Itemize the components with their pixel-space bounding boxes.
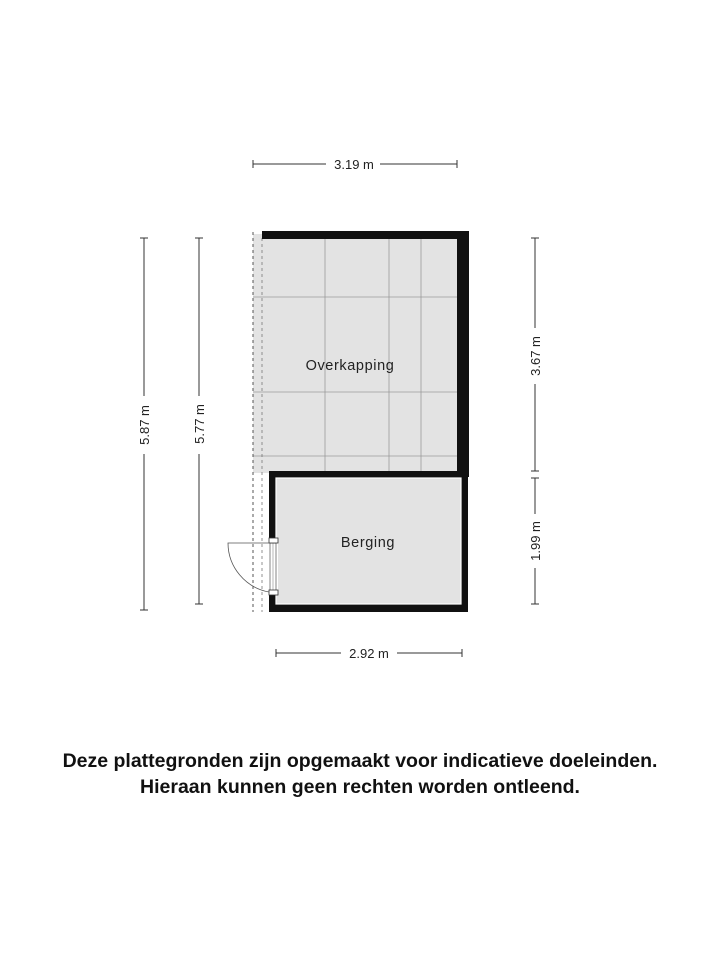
dimension-label-top-width: 3.19 m	[334, 157, 374, 172]
disclaimer-line-1: Deze plattegronden zijn opgemaakt voor indicatieve doeleinden.	[62, 750, 658, 772]
disclaimer	[0, 748, 720, 800]
dimension-label-left-inner-height: 5.77 m	[192, 404, 207, 444]
dimension-label-right-lower-height: 1.99 m	[528, 521, 543, 561]
overkapping-floor	[253, 234, 461, 473]
overkapping-top-wall	[262, 231, 469, 239]
door-swing-arc	[228, 543, 269, 592]
dimension-label-left-outer-height: 5.87 m	[137, 405, 152, 445]
door-jamb-bottom	[269, 590, 278, 595]
disclaimer-line-2: Hieraan kunnen geen rechten worden ontleend.	[140, 776, 580, 798]
dimension-label-bottom-width: 2.92 m	[349, 646, 389, 661]
dimension-label-right-upper-height: 3.67 m	[528, 336, 543, 376]
door-jamb-top	[269, 538, 278, 543]
overkapping-right-wall	[457, 231, 469, 477]
room-label-overkapping: Overkapping	[305, 358, 395, 374]
room-label-berging: Berging	[340, 535, 396, 551]
